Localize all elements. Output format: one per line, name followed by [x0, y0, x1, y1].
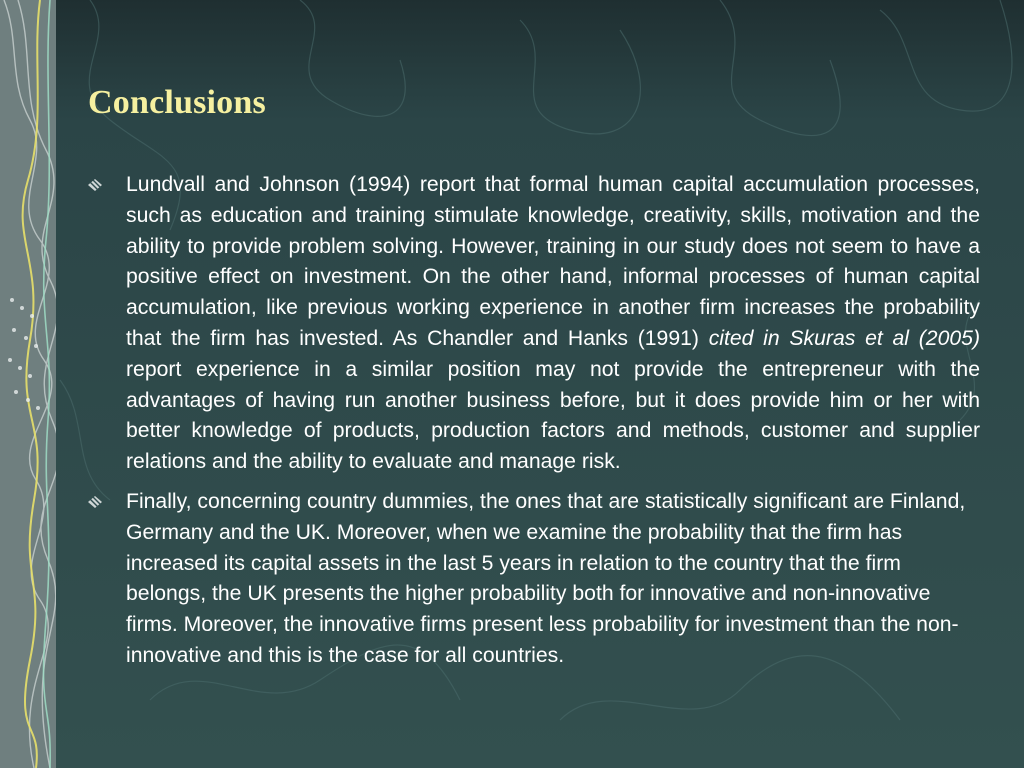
bullet-list [86, 170, 980, 681]
bullet-text-1-part-1: Lundvall and Johnson (1994) report that formal human capital accumulation processes, such as education and training stimulate knowledge, creativity, skills, motivation and the ability to provide problem solving. However, training in our study does not seem to have a positive effect on investment. On the other hand, informal processes of human capital accumulation, like previous working experience in another firm increases the probability that the firm has invested. As Chandler and Hanks (1991) [126, 173, 980, 350]
slide-title: Conclusions [88, 84, 266, 121]
bullet-text-1 [126, 170, 980, 478]
bullet-text-1-citation: cited in Skuras et al (2005) [708, 326, 980, 350]
bullet-item-2 [86, 487, 980, 672]
bullet-text-1-part-2: report experience in a similar position may not provide the entrepreneur with the advantages of having run another business before, but it does provide him or her with better knowledge of products, production factors and methods, customer and supplier relations and the ability to evaluate and manage risk. [126, 357, 980, 474]
striped-diamond-bullet-icon [86, 178, 104, 192]
bullet-item-1 [86, 170, 980, 478]
striped-diamond-bullet-icon [86, 495, 104, 509]
bullet-text-2: Finally, concerning country dummies, the ones that are statistically significant are Finland, Germany and the UK. Moreover, when we examine the probability that the firm has increased its capital assets in the last 5 years in relation to the country that the firm belongs, the UK presents the higher probability both for innovative and non-innovative firms. Moreover, the innovative firms present less probability for investment than the non-innovative and this is the case for all countries. [126, 489, 966, 667]
left-decorative-strip [0, 0, 56, 768]
